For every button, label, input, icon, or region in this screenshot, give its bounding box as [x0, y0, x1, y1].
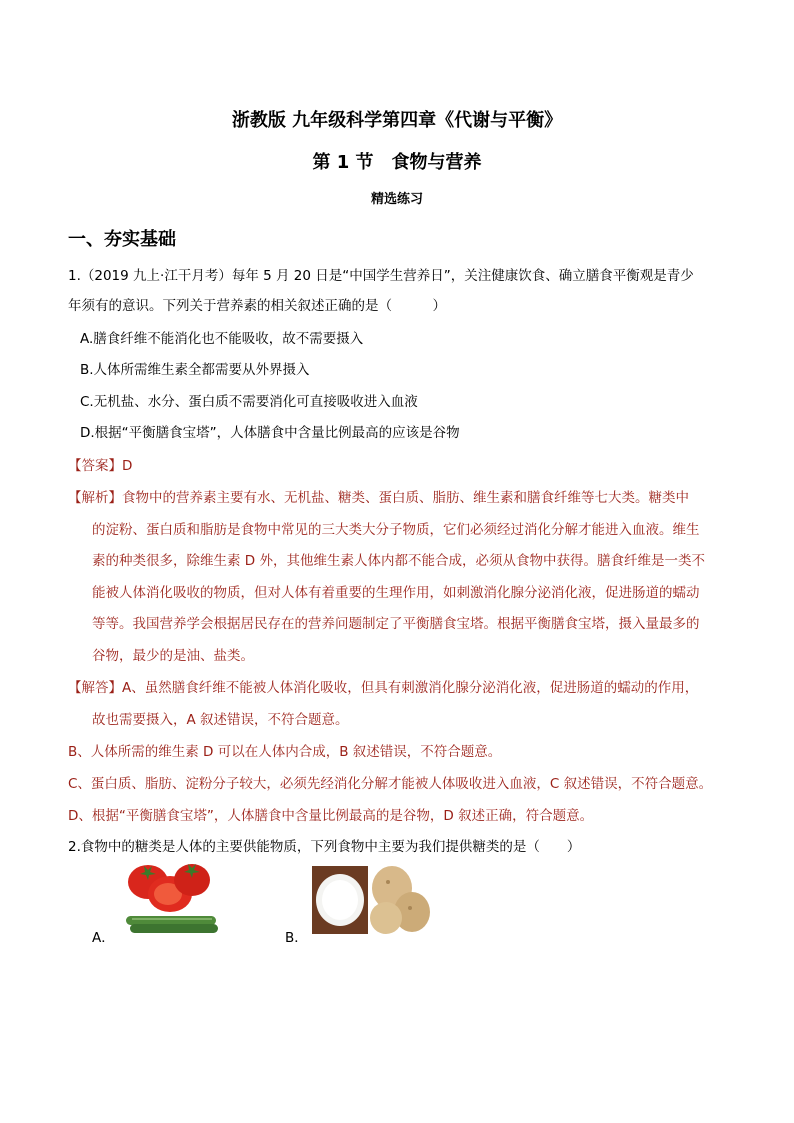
q1-option-c: C.无机盐、水分、蛋白质不需要消化可直接吸收进入血液 — [80, 394, 418, 410]
rice-potato-image — [312, 860, 434, 938]
q1-analysis-line: 等等。我国营养学会根据居民存在的营养问题制定了平衡膳食宝塔。根据平衡膳食宝塔，摄入量最多的 — [92, 616, 700, 632]
q1-option-a: A.膳食纤维不能消化也不能吸收，故不需要摄入 — [80, 331, 364, 347]
q1-answer: 【答案】D — [68, 458, 133, 474]
q1-analysis-line: 能被人体消化吸收的物质，但对人体有着重要的生理作用，如刺激消化腺分泌消化液，促进肠道的蠕动 — [92, 585, 700, 601]
tomato-cucumber-image — [120, 858, 220, 938]
q2-stem: 2.食物中的糖类是人体的主要供能物质，下列食物中主要为我们提供糖类的是（ ） — [68, 839, 581, 855]
q1-option-b: B.人体所需维生素全都需要从外界摄入 — [80, 362, 310, 378]
q1-stem-line2: 年须有的意识。下列关于营养素的相关叙述正确的是（ ） — [68, 298, 446, 314]
q1-stem-line1: 1.（2019 九上·江干月考）每年 5 月 20 日是“中国学生营养日”，关注健康饮食、确立膳食平衡观是青少 — [68, 268, 694, 284]
q1-solution-line: 故也需要摄入，A 叙述错误，不符合题意。 — [92, 712, 349, 728]
q1-solution-line: C、蛋白质、脂肪、淀粉分子较大，必须先经消化分解才能被人体吸收进入血液，C 叙述错误，不符合题意。 — [68, 776, 713, 792]
section-title: 第 1 节 食物与营养 — [312, 152, 482, 173]
part-heading: 一、夯实基础 — [68, 229, 176, 250]
q1-solution-line: 【解答】A、虽然膳食纤维不能被人体消化吸收，但具有刺激消化腺分泌消化液，促进肠道的蠕动的作用， — [68, 680, 699, 696]
q2-option-b-label: B． — [285, 930, 308, 946]
q2-option-a-label: A． — [92, 930, 115, 946]
q1-solution-line: B、人体所需的维生素 D 可以在人体内合成，B 叙述错误，不符合题意。 — [68, 744, 502, 760]
q1-analysis-line: 【解析】食物中的营养素主要有水、无机盐、糖类、蛋白质、脂肪、维生素和膳食纤维等七大类。糖类中 — [68, 490, 689, 506]
q1-analysis-line: 谷物，最少的是油、盐类。 — [92, 648, 254, 664]
q1-solution-line: D、根据“平衡膳食宝塔”，人体膳食中含量比例最高的是谷物，D 叙述正确，符合题意。 — [68, 808, 594, 824]
subtitle: 精选练习 — [370, 192, 423, 207]
q1-analysis-line: 素的种类很多，除维生素 D 外，其他维生素人体内都不能合成，必须从食物中获得。膳食纤维是一类不 — [92, 553, 705, 569]
document-title: 浙教版 九年级科学第四章《代谢与平衡》 — [231, 110, 563, 131]
q1-analysis-line: 的淀粉、蛋白质和脂肪是食物中常见的三大类大分子物质，它们必须经过消化分解才能进入血液。维生 — [92, 522, 700, 538]
q1-option-d: D.根据“平衡膳食宝塔”，人体膳食中含量比例最高的应该是谷物 — [80, 425, 460, 441]
